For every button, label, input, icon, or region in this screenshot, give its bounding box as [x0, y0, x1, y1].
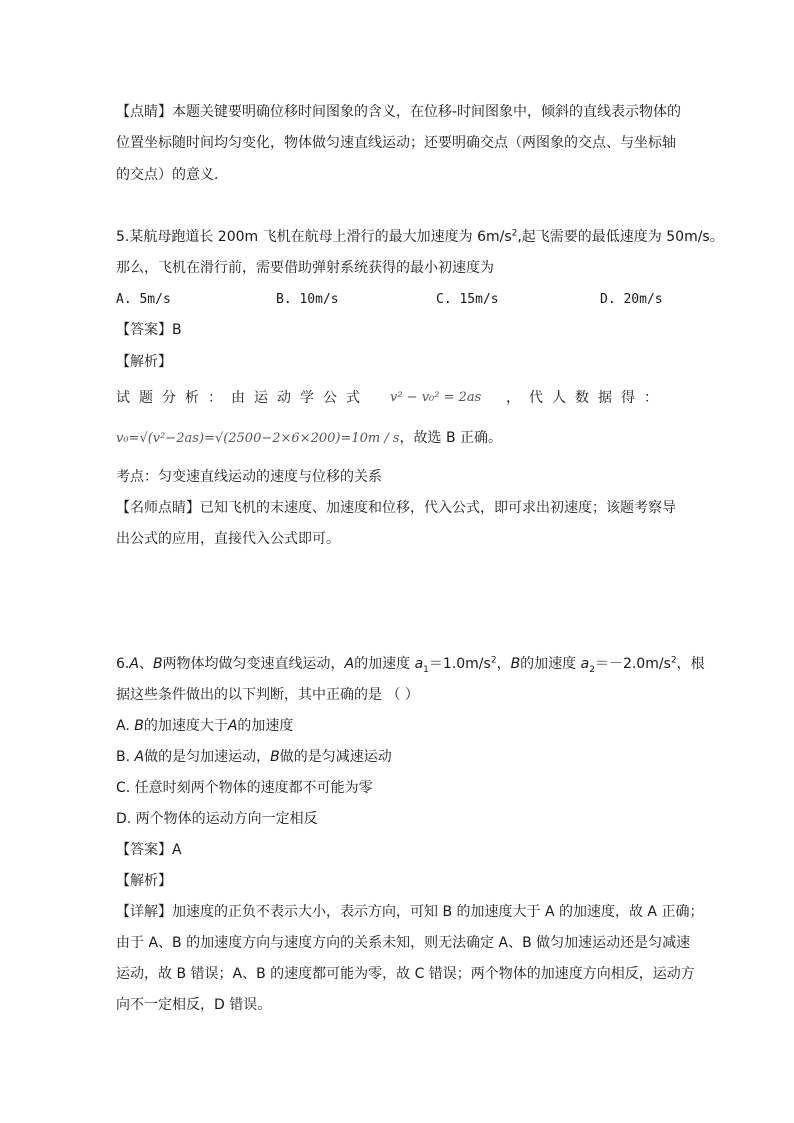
q6-stem-a2: A — [344, 656, 355, 672]
q5-tip-line-1: 【名师点睛】已知飞机的末速度、加速度和位移，代入公式，即可求出初速度；该题考察导 — [116, 500, 676, 516]
q6-stem-a1-value: ＝1.0m/s — [428, 656, 491, 672]
q4-tip-line-2: 位置坐标随时间均匀变化，物体做匀速直线运动；还要明确交点（两图象的交点、与坐标轴 — [116, 135, 676, 151]
q6-stem-a: A — [129, 656, 139, 672]
q6-option-a-letter: A. — [116, 718, 135, 734]
q5-option-a: A. 5m/s — [116, 292, 171, 307]
q5-analysis-lead: 试题分析：由运动学公式 — [116, 390, 369, 406]
q6-stem-b2: B — [510, 656, 521, 672]
q6-stem-accel-a: 的加速度 — [354, 656, 415, 672]
q6-option-a-text2: 的加速度 — [237, 718, 294, 734]
q6-option-b-text1: 做的是匀加速运动， — [144, 749, 271, 765]
q6-detail-line-2: 由于 A、B 的加速度方向与速度方向的关系未知，则无法确定 A、B 做匀加速运动还是匀减速 — [116, 935, 691, 951]
q5-formula-1: v² − v₀² = 2as — [390, 390, 482, 405]
q5-analysis-end: ，故选 B 正确。 — [399, 430, 503, 446]
q5-analysis-line-1 — [116, 388, 676, 408]
q6-stem-a2-symbol: a — [580, 656, 590, 672]
q6-stem-line-1 — [116, 654, 705, 675]
q6-option-b-b: B — [270, 749, 280, 765]
q5-stem-line-1 — [116, 227, 724, 247]
q6-stem-comma: ， — [496, 656, 511, 672]
q4-tip-line-3: 的交点）的意义． — [116, 167, 228, 183]
q5-answer: 【答案】B — [116, 322, 182, 338]
q6-detail-line-3: 运动，故 B 错误；A、B 的速度都可能为零，故 C 错误；两个物体的加速度方向相反，运动方 — [116, 966, 695, 982]
q6-answer: 【答案】A — [116, 842, 182, 858]
q5-formula-2: v₀=√(v²−2as)=√(2500−2×6×200)=10m / s — [116, 431, 400, 446]
q6-option-b-a: A — [134, 749, 145, 765]
q6-stem-tail: ，根 — [676, 656, 705, 672]
q5-analysis-heading: 【解析】 — [116, 354, 172, 370]
q5-stem-b: ,起飞需要的最低速度为 50m/s。 — [517, 229, 724, 245]
q5-tip-line-2: 出公式的应用，直接代入公式即可。 — [116, 531, 340, 547]
q6-stem-accel-b: 的加速度 — [520, 656, 581, 672]
q6-analysis-heading: 【解析】 — [116, 873, 172, 889]
q5-option-d: D. 20m/s — [600, 292, 663, 307]
q5-option-c: C. 15m/s — [436, 292, 499, 307]
q6-option-b-letter: B. — [116, 749, 135, 765]
q6-stem-a2-value: ＝－2.0m/s — [594, 656, 671, 672]
q5-analysis-mid: ，代人数据得： — [506, 390, 667, 406]
q6-stem-a2-sub: 2 — [589, 664, 595, 675]
q6-detail-line-4: 向不一定相反，D 错误。 — [116, 997, 272, 1013]
q6-detail-line-1: 【详解】加速度的正负不表示大小，表示方向，可知 B 的加速度大于 A 的加速度，故 A 正确； — [116, 904, 704, 920]
q6-stem-number: 6. — [116, 656, 130, 672]
q6-option-b — [116, 747, 676, 767]
q6-option-a-a: A — [227, 718, 238, 734]
q6-option-a-b: B — [134, 718, 144, 734]
q6-stem-a2-sup: 2 — [670, 655, 677, 666]
q5-stem-line-2: 那么，飞机在滑行前，需要借助弹射系统获得的最小初速度为 — [116, 260, 494, 276]
q5-analysis-line-2 — [116, 428, 676, 449]
q6-stem-text: 两物体均做匀变速直线运动， — [162, 656, 345, 672]
q5-stem-a: 5.某航母跑道长 200m 飞机在航母上滑行的最大加速度为 6m/s — [116, 229, 512, 245]
q5-options — [116, 290, 676, 310]
q6-stem-a1-sup: 2 — [490, 655, 497, 666]
q6-stem-a1-symbol: a — [414, 656, 424, 672]
q6-stem-sep: 、 — [138, 656, 153, 672]
q6-option-b-text2: 做的是匀减速运动 — [279, 749, 392, 765]
q6-option-d: D. 两个物体的运动方向一定相反 — [116, 811, 318, 827]
q6-option-a-text1: 的加速度大于 — [143, 718, 228, 734]
q5-stem-sup: 2 — [511, 228, 518, 239]
q4-tip-line-1: 【点睛】本题关键要明确位移时间图象的含义，在位移-时间图象中，倾斜的直线表示物体的 — [116, 104, 682, 120]
q6-stem-line-2: 据这些条件做出的以下判断，其中正确的是 （ ） — [116, 687, 419, 703]
q6-stem-a1-sub: 1 — [423, 664, 429, 675]
q6-stem-b: B — [152, 656, 163, 672]
q5-kaodian: 考点：匀变速直线运动的速度与位移的关系 — [116, 469, 382, 485]
q6-option-c: C. 任意时刻两个物体的速度都不可能为零 — [116, 780, 373, 796]
q5-option-b: B. 10m/s — [276, 292, 339, 307]
q6-option-a — [116, 716, 676, 736]
